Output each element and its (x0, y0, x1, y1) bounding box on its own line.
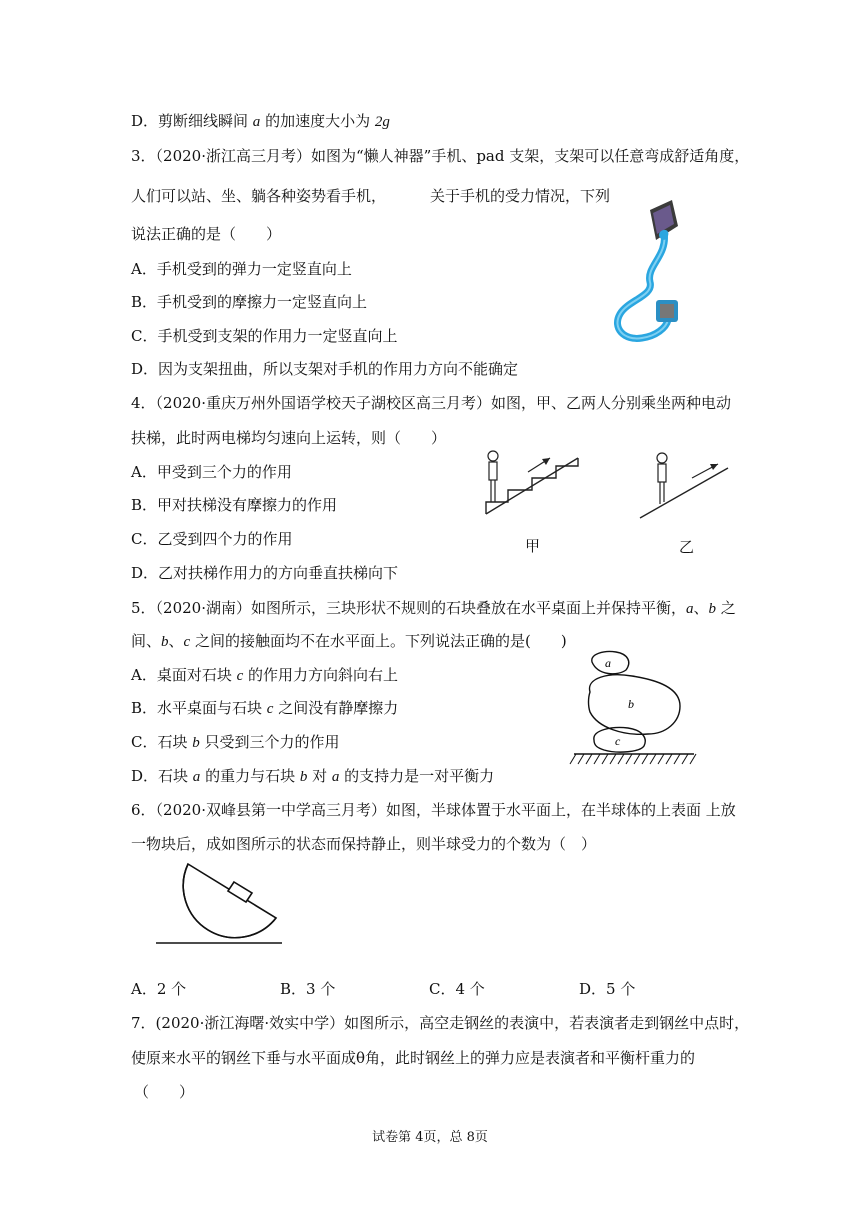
q7-stem-line3: （ ） (134, 1083, 195, 1101)
q5-option-b (131, 698, 398, 719)
q5-stem-line2-text: 间、 (131, 632, 162, 650)
text: 对 (307, 767, 332, 785)
var-a: a (331, 769, 340, 785)
label-jia: 甲 (525, 537, 541, 555)
var-b: b (299, 769, 308, 785)
q4-option-d: D．乙对扶梯作用力的方向垂直扶梯向下 (131, 564, 399, 582)
text: 的支持力是一对平衡力 (339, 767, 495, 785)
var-a: a (252, 114, 261, 130)
var-a: a (192, 769, 201, 785)
q5-option-c (131, 732, 340, 753)
q4-option-a: A．甲受到三个力的作用 (131, 463, 292, 481)
stone-b-label: b (628, 697, 634, 711)
var-a: a (686, 601, 694, 617)
q2-option-d-text: D．剪断细线瞬间 (131, 112, 253, 130)
text: 只受到三个力的作用 (199, 733, 340, 751)
q6-option-b: B．3 个 (280, 980, 336, 998)
q3-option-a: A．手机受到的弹力一定竖直向上 (131, 260, 352, 278)
q5-stem-line2-end: 之间的接触面均不在水平面上。下列说法正确的是( ) (190, 632, 567, 650)
q3-option-b: B．手机受到的摩擦力一定竖直向上 (131, 293, 368, 311)
separator: 、 (168, 632, 184, 650)
q5-stem-line1-end: 之 (716, 599, 736, 617)
escalator-jia-figure (478, 448, 588, 522)
q4-option-c: C．乙受到四个力的作用 (131, 530, 293, 548)
q7-stem-line1: 7．(2020·浙江海曙·效实中学）如图所示，高空走钢丝的表演中，若表演者走到钢丝中点时， (131, 1014, 750, 1032)
text: 之间没有静摩擦力 (273, 699, 399, 717)
q6-stem-line1: 6．（2020·双峰县第一中学高三月考）如图，半球体置于水平面上，在半球体的上表面 上放 (131, 801, 736, 819)
stone-c-label: c (615, 734, 621, 748)
separator: 、 (693, 599, 709, 617)
q3-option-c: C．手机受到支架的作用力一定竖直向上 (131, 327, 398, 345)
q3-stem-line3: 说法正确的是（ ） (131, 225, 282, 243)
var-c: c (266, 701, 274, 717)
q3-option-d: D．因为支架扭曲，所以支架对手机的作用力方向不能确定 (131, 360, 519, 378)
text: B．水平桌面与石块 (131, 699, 267, 717)
q6-option-c: C．4 个 (429, 980, 485, 998)
var-c: c (183, 634, 191, 650)
phone-holder-figure (606, 196, 686, 346)
text: D．石块 (131, 767, 193, 785)
q6-option-a: A．2 个 (131, 980, 187, 998)
q3-stem-line1: 3．（2020·浙江高三月考）如图为“懒人神器”手机、pad 支架，支架可以任意弯成舒适角度， (131, 147, 750, 165)
q4-stem-line1: 4．（2020·重庆万州外国语学校天子湖校区高三月考）如图，甲、乙两人分别乘坐两种电动 (131, 394, 731, 412)
text: C．石块 (131, 733, 193, 751)
q3-stem-line2b: 关于手机的受力情况，下列 (430, 187, 611, 205)
q7-stem-line2: 使原来水平的钢丝下垂与水平面成θ角，此时钢丝上的弹力应是表演者和平衡杆重力的 (131, 1049, 696, 1067)
var-b: b (161, 634, 169, 650)
q6-option-d: D．5 个 (579, 980, 636, 998)
q5-stem-line1-text: 5．（2020·湖南）如图所示，三块形状不规则的石块叠放在水平桌面上并保持平衡， (131, 599, 686, 617)
escalator-yi-figure (636, 448, 736, 522)
q5-stem-line2 (131, 631, 567, 652)
q3-stem-line2 (131, 186, 610, 206)
text: 的作用力方向斜向右上 (243, 666, 399, 684)
value-2g: 2g (374, 114, 390, 130)
q2-option-d-text-2: 的加速度大小为 (260, 112, 375, 130)
label-yi: 乙 (679, 538, 695, 556)
q3-stem-line2a: 人们可以站、坐、躺各种姿势看手机， (131, 187, 387, 205)
var-b: b (708, 601, 717, 617)
q4-stem-line2: 扶梯，此时两电梯均匀速向上运转，则（ ） (131, 429, 447, 447)
stacked-stones-figure (568, 646, 700, 770)
q5-option-a (131, 665, 398, 686)
q5-option-d (131, 766, 494, 787)
q2-option-d (131, 111, 390, 132)
text: 的重力与石块 (200, 767, 300, 785)
text: A．桌面对石块 (131, 666, 237, 684)
page-footer: 试卷第 4页，总 8页 (372, 1130, 488, 1145)
stone-a-label: a (605, 656, 611, 670)
q5-stem-line1 (131, 598, 736, 619)
var-b: b (192, 735, 200, 751)
var-c: c (236, 668, 244, 684)
q6-stem-line2: 一物块后，成如图所示的状态而保持静止，则半球受力的个数为（ ） (131, 835, 597, 853)
q4-option-b: B．甲对扶梯没有摩擦力的作用 (131, 496, 338, 514)
hemisphere-figure (150, 858, 286, 948)
